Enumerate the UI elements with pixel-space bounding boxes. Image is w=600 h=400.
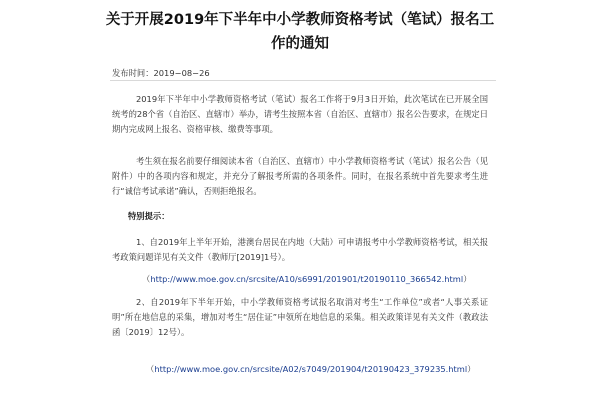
link-2-open-paren: （ <box>146 364 155 374</box>
policy-link-1[interactable]: http://www.moe.gov.cn/srcsite/A10/s6991/201901/t20190110_366542.html <box>150 274 464 284</box>
title-divider <box>110 80 496 81</box>
policy-link-2[interactable]: http://www.moe.gov.cn/srcsite/A02/s7049/201904/t20190423_379235.html <box>154 364 468 374</box>
paragraph-requirements: 考生须在报名前要仔细阅读本省（自治区、直辖市）中小学教师资格考试（笔试）报名公告（见附件）中的各项内容和规定，并充分了解报考所需的各项条件。同时，在报名系统中首先要求考生进行“诚信考试承诺”确认，否则拒绝报名。 <box>112 156 488 196</box>
notice-item-1: 1、自2019年上半年开始，港澳台居民在内地（大陆）可申请报考中小学教师资格考试，相关报考政策问题详见有关文件（教师厅[2019]1号）。 <box>112 237 488 262</box>
policy-link-2-line <box>146 362 486 377</box>
link-1-open-paren: （ <box>142 274 151 284</box>
special-notice-heading: 特别提示： <box>128 211 170 221</box>
publish-date-value: 2019−08−26 <box>153 68 210 78</box>
publish-date-label: 发布时间： <box>112 68 154 78</box>
link-1-close-paren: ） <box>463 274 472 284</box>
paragraph-registration: 2019年下半年中小学教师资格考试（笔试）报名工作将于9月3日开始，此次笔试在已开展全国统考的28个省（自治区、直辖市）举办，请考生按照本省（自治区、直辖市）报名公告要求，在规定日期内完成网上报名、资格审核、缴费等事项。 <box>112 94 488 134</box>
policy-link-1-line <box>142 272 482 287</box>
notice-item-2: 2、自2019年下半年开始，中小学教师资格考试报名取消对考生“工作单位”或者“人事关系证明”所在地信息的采集，增加对考生“居住证”申领所在地信息的采集。相关政策详见有关文件（教政法函〔2019〕12号）。 <box>112 297 488 337</box>
link-2-close-paren: ） <box>467 364 476 374</box>
article-title: 关于开展2019年下半年中小学教师资格考试（笔试）报名工作的通知 <box>105 12 495 52</box>
publish-date <box>112 67 210 79</box>
